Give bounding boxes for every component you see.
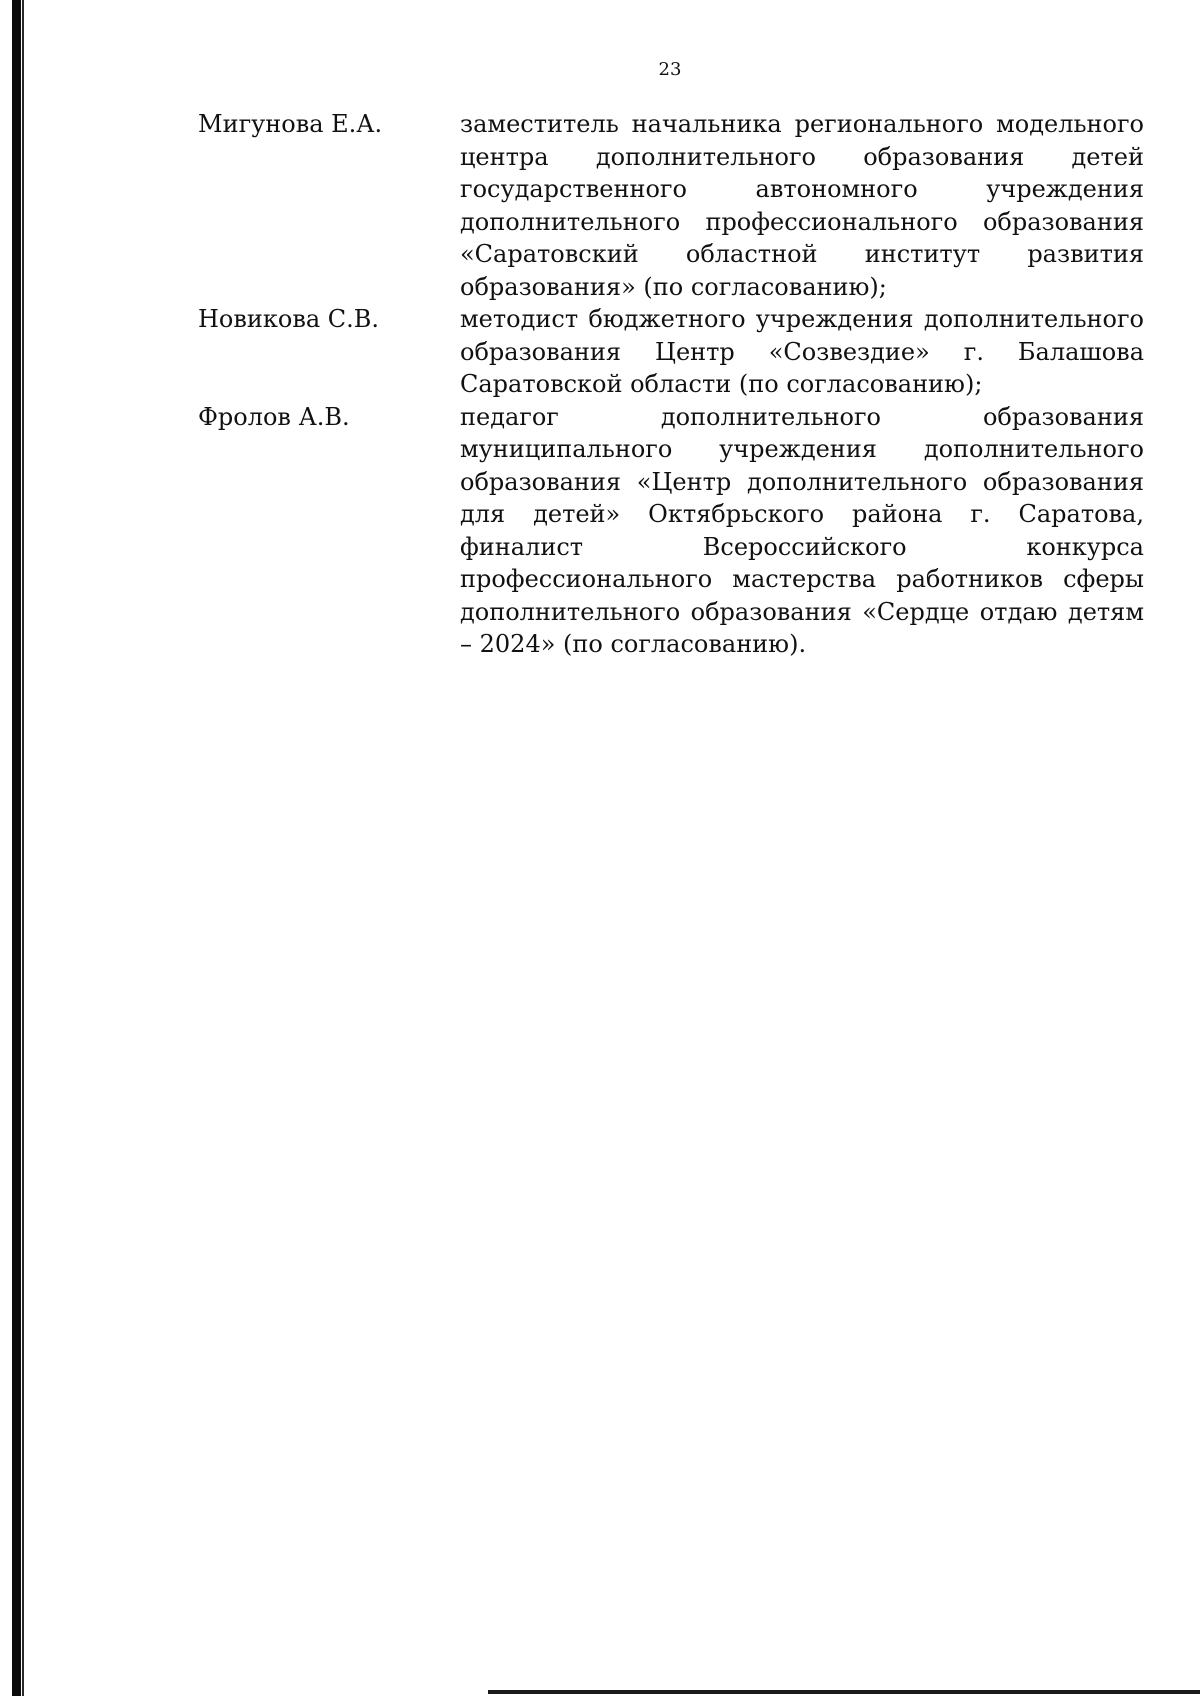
- member-description: педагог дополнительного образования муниципального учреждения дополнительного образования «Центр дополнительного образования для детей» Октябрьского района г. Саратова, финалист Всероссийского конкурса профессионального мастерства работников сферы дополнительного образования «Сердце отдаю детям – 2024» (по согласованию).: [460, 402, 1144, 658]
- member-row: [198, 401, 1144, 661]
- member-row: [198, 108, 1144, 303]
- member-name: Мигунова Е.А.: [198, 110, 383, 138]
- member-name: Фролов А.В.: [198, 402, 350, 431]
- scan-edge-left-thin: [22, 0, 24, 1696]
- page-number: 23: [658, 59, 682, 80]
- scan-edge-bottom: [488, 1690, 1200, 1694]
- member-description: методист бюджетного учреждения дополнительного образования Центр «Созвездие» г. Балашова Саратовской области (по согласованию);: [460, 305, 1144, 398]
- scan-edge-left: [12, 0, 21, 1696]
- member-row: [198, 303, 1144, 401]
- members-list: [198, 108, 1144, 661]
- member-description: заместитель начальника регионального модельного центра дополнительного образования детей государственного автономного учреждения дополнительного профессионального образования «Саратовский областной институт развития образования» (по согласованию);: [460, 110, 1144, 301]
- member-name: Новикова С.В.: [198, 305, 380, 333]
